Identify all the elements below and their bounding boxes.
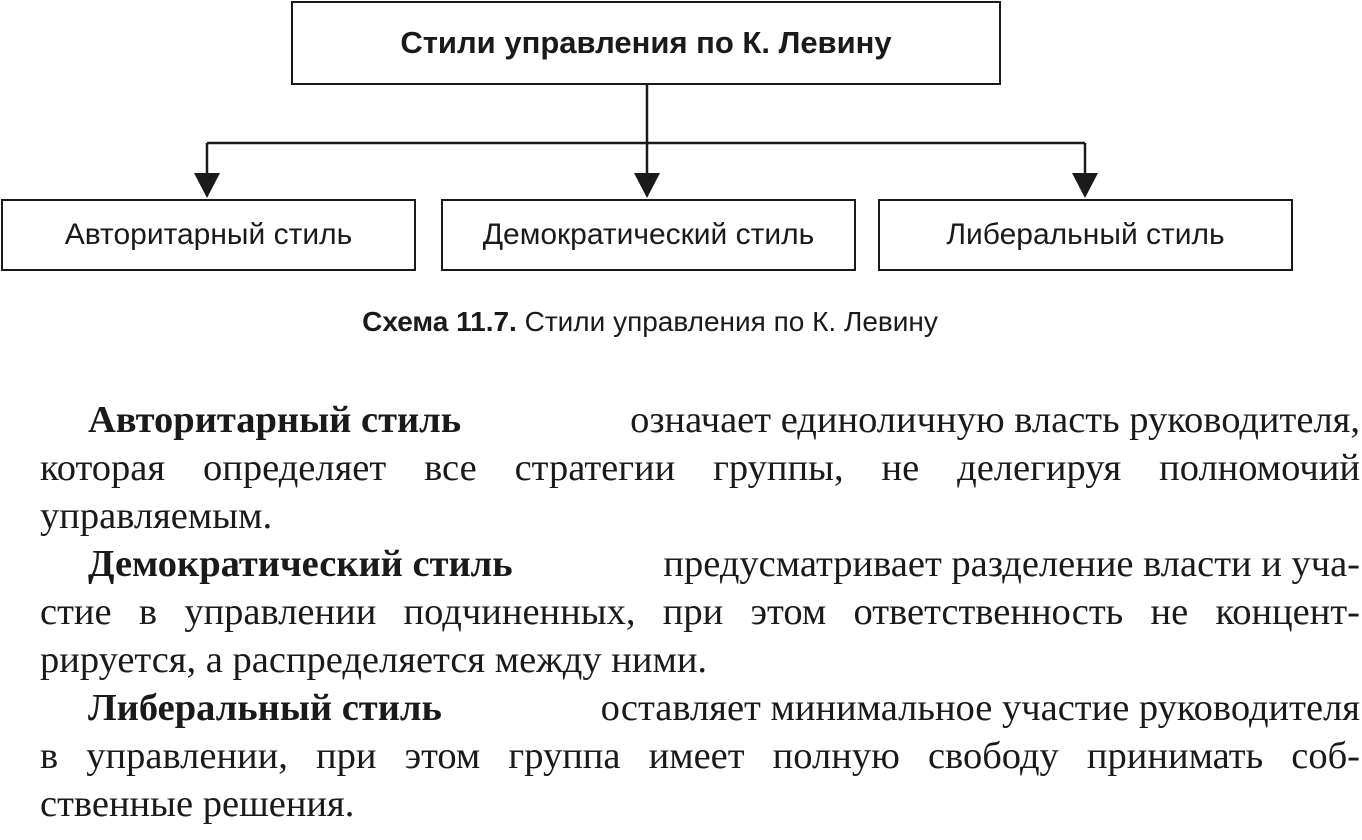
paragraph-authoritarian-line-1 bbox=[40, 396, 1360, 444]
term-liberal: Либеральный стиль bbox=[88, 687, 442, 729]
diagram-box-authoritarian: Авторитарный стиль bbox=[1, 199, 416, 271]
caption-text: Стили управления по К. Левину bbox=[524, 306, 938, 337]
paragraph-authoritarian-line-3: управляемым. bbox=[40, 495, 273, 537]
paragraph-democratic-line-3: рируется, а распределяется между ними. bbox=[40, 639, 708, 681]
body-text bbox=[40, 396, 1360, 828]
arrowhead-left bbox=[194, 173, 220, 198]
paragraph-liberal-line-2: в управлении, при этом группа имеет полную свободу принимать соб- bbox=[40, 735, 1360, 777]
text-line: предусматривает разделение власти и уча- bbox=[663, 543, 1360, 585]
paragraph-democratic-line-2: стие в управлении подчиненных, при этом ответственность не концент- bbox=[40, 591, 1360, 633]
diagram-box-liberal: Либеральный стиль bbox=[878, 199, 1293, 271]
term-democratic: Демократический стиль bbox=[88, 543, 513, 585]
paragraph-liberal-line-1 bbox=[40, 684, 1360, 732]
diagram-box-democratic: Демократический стиль bbox=[441, 199, 856, 271]
text-line: оставляет минимальное участие руководителя bbox=[600, 687, 1360, 729]
figure-caption bbox=[0, 306, 1300, 338]
styles-diagram bbox=[0, 0, 1362, 300]
paragraph-democratic-line-1 bbox=[40, 540, 1360, 588]
arrowhead-right bbox=[1072, 173, 1098, 198]
arrowhead-center bbox=[634, 173, 660, 198]
diagram-root-box: Стили управления по К. Левину bbox=[291, 1, 1001, 85]
paragraph-liberal-line-3: ственные решения. bbox=[40, 783, 355, 825]
text-line: означает единоличную власть руководителя, bbox=[630, 399, 1360, 441]
term-authoritarian: Авторитарный стиль bbox=[88, 399, 462, 441]
paragraph-authoritarian-line-2: которая определяет все стратегии группы, не делегируя полномочий bbox=[40, 447, 1360, 489]
caption-label: Схема 11.7. bbox=[362, 306, 517, 337]
